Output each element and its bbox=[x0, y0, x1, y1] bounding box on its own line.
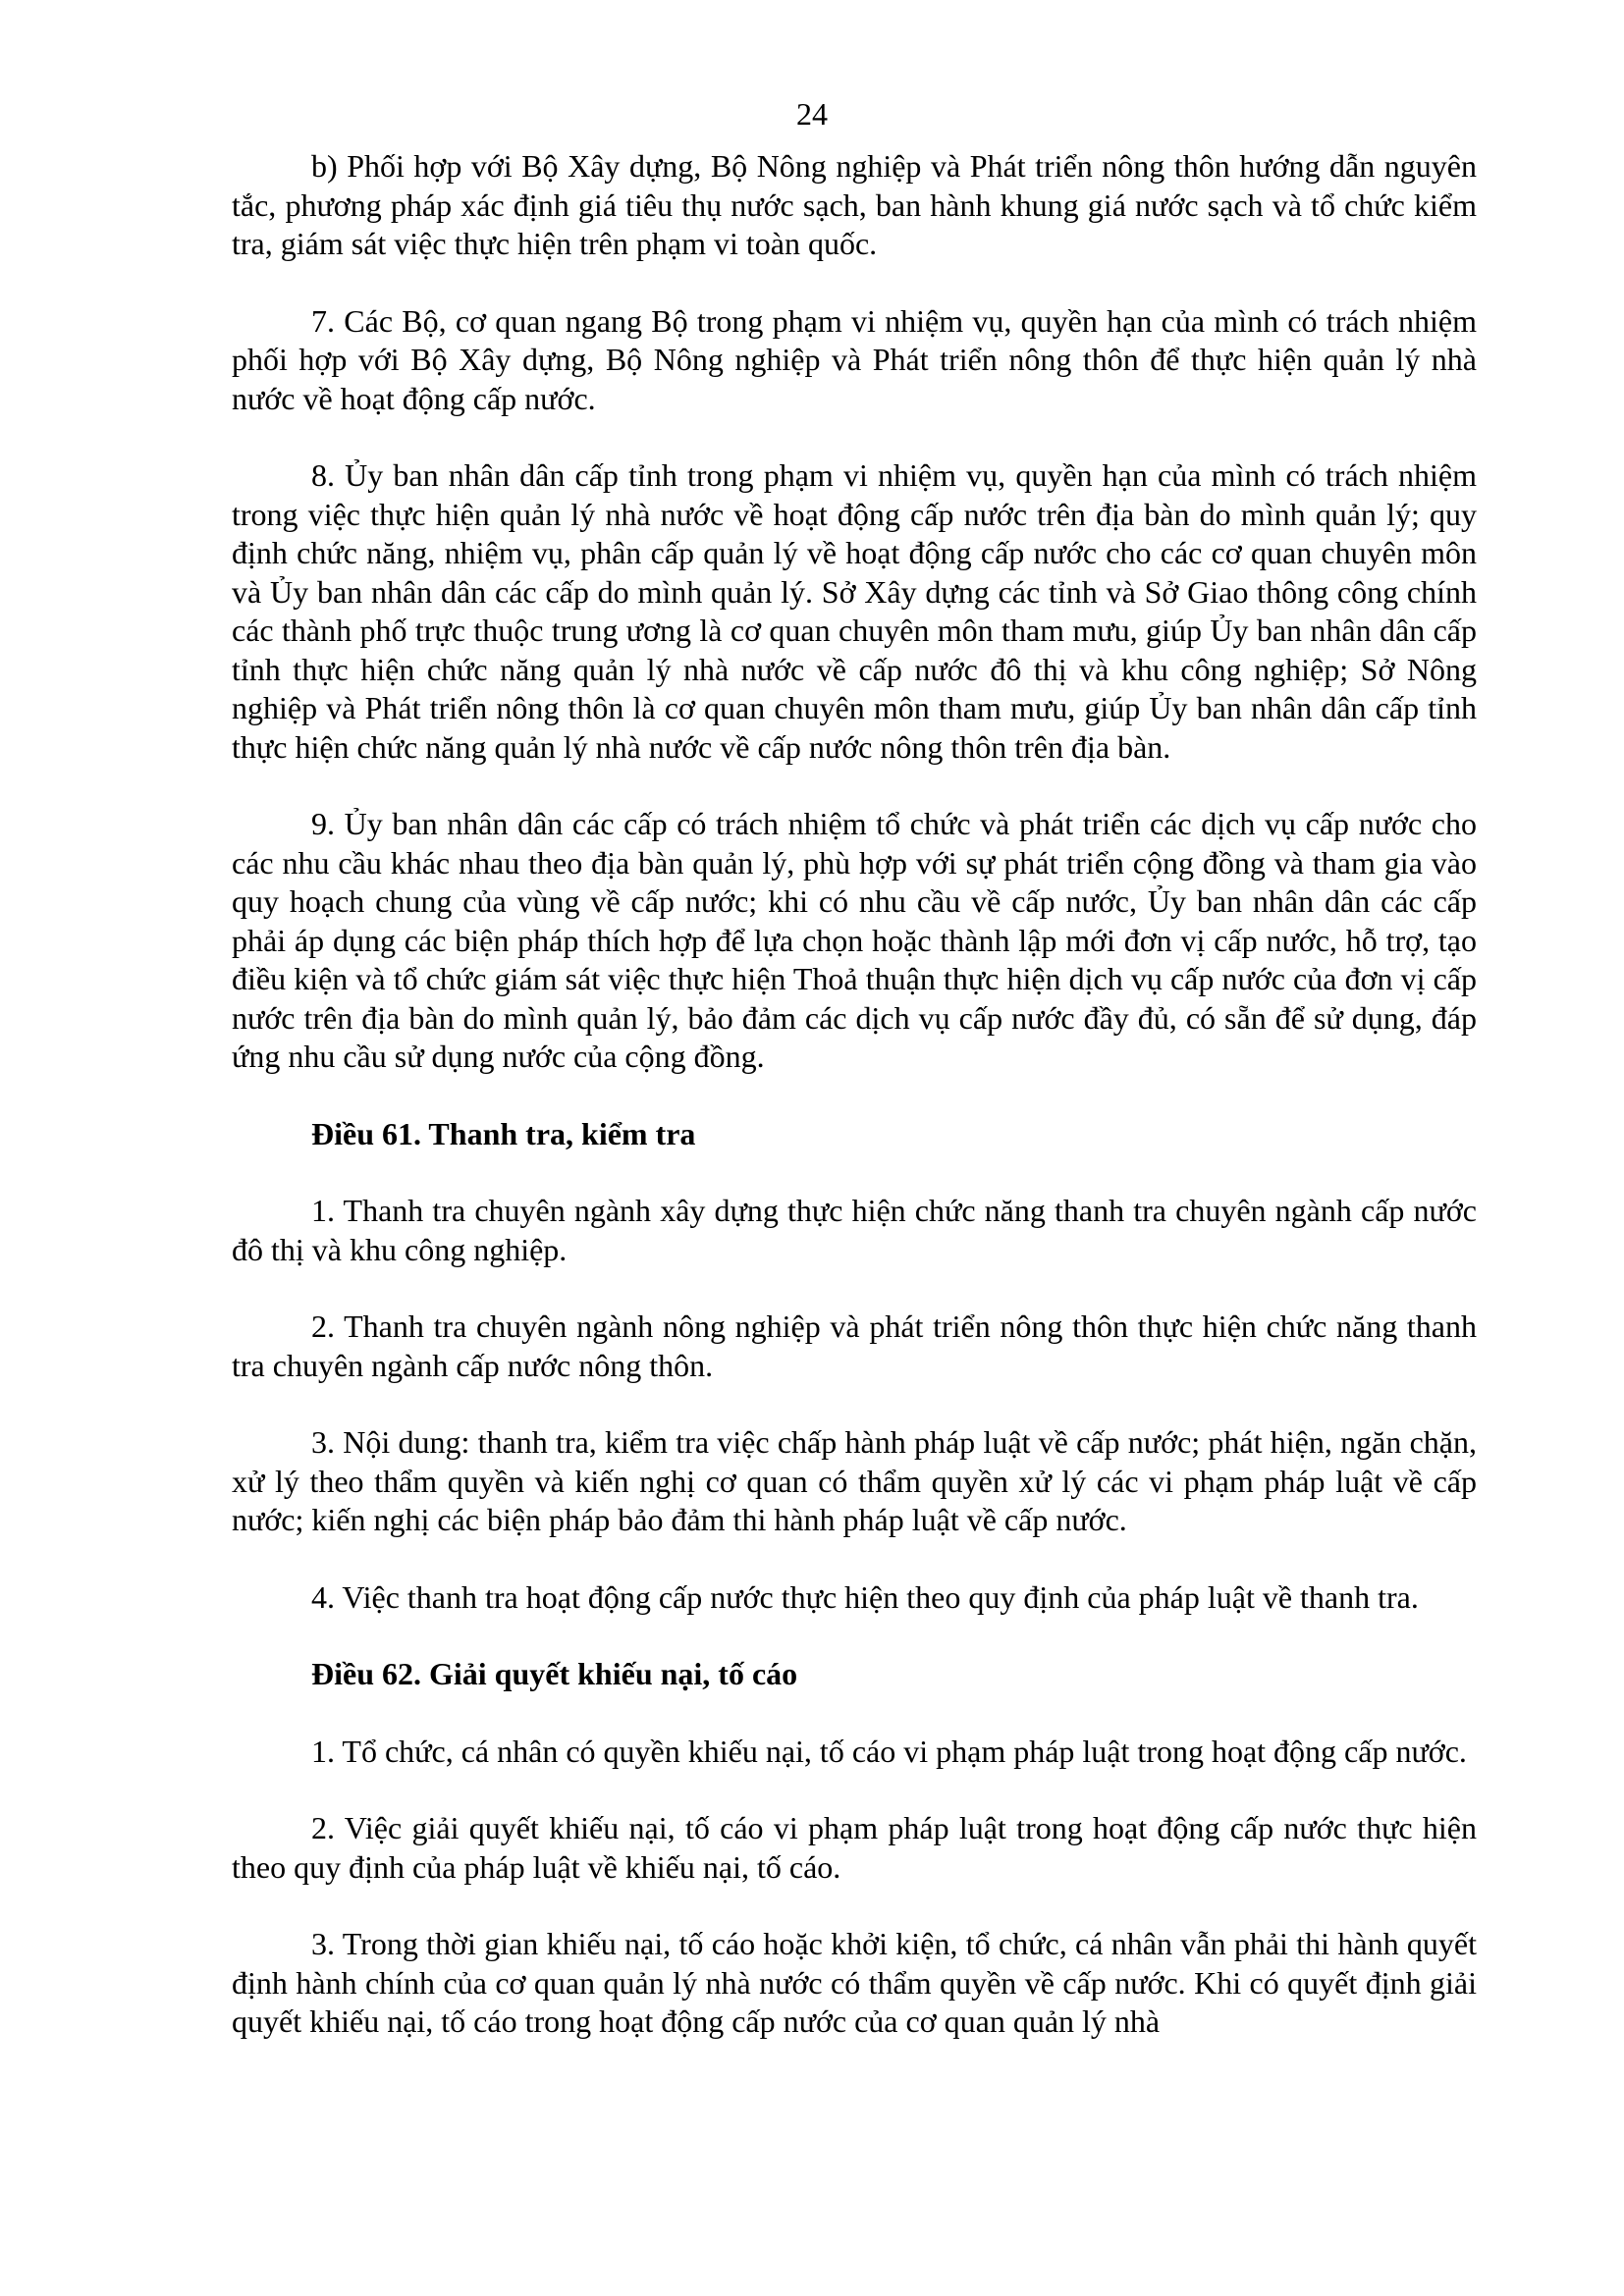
page-number: 24 bbox=[796, 96, 828, 132]
document-body bbox=[232, 147, 1477, 2080]
article-62-clause-2: 2. Việc giải quyết khiếu nại, tố cáo vi phạm pháp luật trong hoạt động cấp nước thực hiện theo quy định của pháp luật về khiếu nại, tố cáo. bbox=[232, 1810, 1477, 1885]
paragraph-6b: b) Phối hợp với Bộ Xây dựng, Bộ Nông nghiệp và Phát triển nông thôn hướng dẫn nguyên tắc, phương pháp xác định giá tiêu thụ nước sạch, ban hành khung giá nước sạch và tổ chức kiểm tra, giám sát việc thực hiện trên phạm vi toàn quốc. bbox=[232, 148, 1477, 261]
paragraph-9: 9. Ủy ban nhân dân các cấp có trách nhiệm tổ chức và phát triển các dịch vụ cấp nước cho các nhu cầu khác nhau theo địa bàn quản lý, phù hợp với sự phát triển cộng đồng và tham gia vào quy hoạch chung của vùng về cấp nước; khi có nhu cầu về cấp nước, Ủy ban nhân dân các cấp phải áp dụng các biện pháp thích hợp để lựa chọn hoặc thành lập mới đơn vị cấp nước, hỗ trợ, tạo điều kiện và tổ chức giám sát việc thực hiện Thoả thuận thực hiện dịch vụ cấp nước của đơn vị cấp nước trên địa bàn do mình quản lý, bảo đảm các dịch vụ cấp nước đầy đủ, có sẵn để sử dụng, đáp ứng nhu cầu sử dụng nước của cộng đồng. bbox=[232, 806, 1477, 1074]
paragraph-7: 7. Các Bộ, cơ quan ngang Bộ trong phạm vi nhiệm vụ, quyền hạn của mình có trách nhiệm phối hợp với Bộ Xây dựng, Bộ Nông nghiệp và Phát triển nông thôn để thực hiện quản lý nhà nước về hoạt động cấp nước. bbox=[232, 302, 1477, 416]
article-61-clause-2: 2. Thanh tra chuyên ngành nông nghiệp và phát triển nông thôn thực hiện chức năng thanh tra chuyên ngành cấp nước nông thôn. bbox=[232, 1308, 1477, 1383]
article-62-heading: Điều 62. Giải quyết khiếu nại, tố cáo bbox=[311, 1656, 798, 1691]
article-62-clause-3: 3. Trong thời gian khiếu nại, tố cáo hoặc khởi kiện, tổ chức, cá nhân vẫn phải thi hành quyết định hành chính của cơ quan quản lý nhà nước có thẩm quyền về cấp nước. Khi có quyết định giải quyết khiếu nại, tố cáo trong hoạt động cấp nước của cơ quan quản lý nhà bbox=[232, 1926, 1477, 2039]
article-62-clause-1: 1. Tổ chức, cá nhân có quyền khiếu nại, tố cáo vi phạm pháp luật trong hoạt động cấp nước. bbox=[311, 1733, 1467, 1769]
article-61-heading: Điều 61. Thanh tra, kiểm tra bbox=[311, 1115, 696, 1151]
paragraph-8: 8. Ủy ban nhân dân cấp tỉnh trong phạm vi nhiệm vụ, quyền hạn của mình có trách nhiệm trong việc thực hiện quản lý nhà nước về hoạt động cấp nước trên địa bàn do mình quản lý; quy định chức năng, nhiệm vụ, phân cấp quản lý về hoạt động cấp nước cho các cơ quan chuyên môn và Ủy ban nhân dân các cấp do mình quản lý. Sở Xây dựng các tỉnh và Sở Giao thông công chính các thành phố trực thuộc trung ương là cơ quan chuyên môn tham mưu, giúp Ủy ban nhân dân cấp tỉnh thực hiện chức năng quản lý nhà nước về cấp nước đô thị và khu công nghiệp; Sở Nông nghiệp và Phát triển nông thôn là cơ quan chuyên môn tham mưu, giúp Ủy ban nhân dân cấp tỉnh thực hiện chức năng quản lý nhà nước về cấp nước nông thôn trên địa bàn. bbox=[232, 457, 1477, 765]
article-61-clause-4: 4. Việc thanh tra hoạt động cấp nước thực hiện theo quy định của pháp luật về thanh tra. bbox=[311, 1578, 1419, 1615]
article-61-clause-1: 1. Thanh tra chuyên ngành xây dựng thực hiện chức năng thanh tra chuyên ngành cấp nước đô thị và khu công nghiệp. bbox=[232, 1193, 1477, 1267]
article-61-clause-3: 3. Nội dung: thanh tra, kiểm tra việc chấp hành pháp luật về cấp nước; phát hiện, ngăn chặn, xử lý theo thẩm quyền và kiến nghị cơ quan có thẩm quyền xử lý các vi phạm pháp luật về cấp nước; kiến nghị các biện pháp bảo đảm thi hành pháp luật về cấp nước. bbox=[232, 1424, 1477, 1537]
